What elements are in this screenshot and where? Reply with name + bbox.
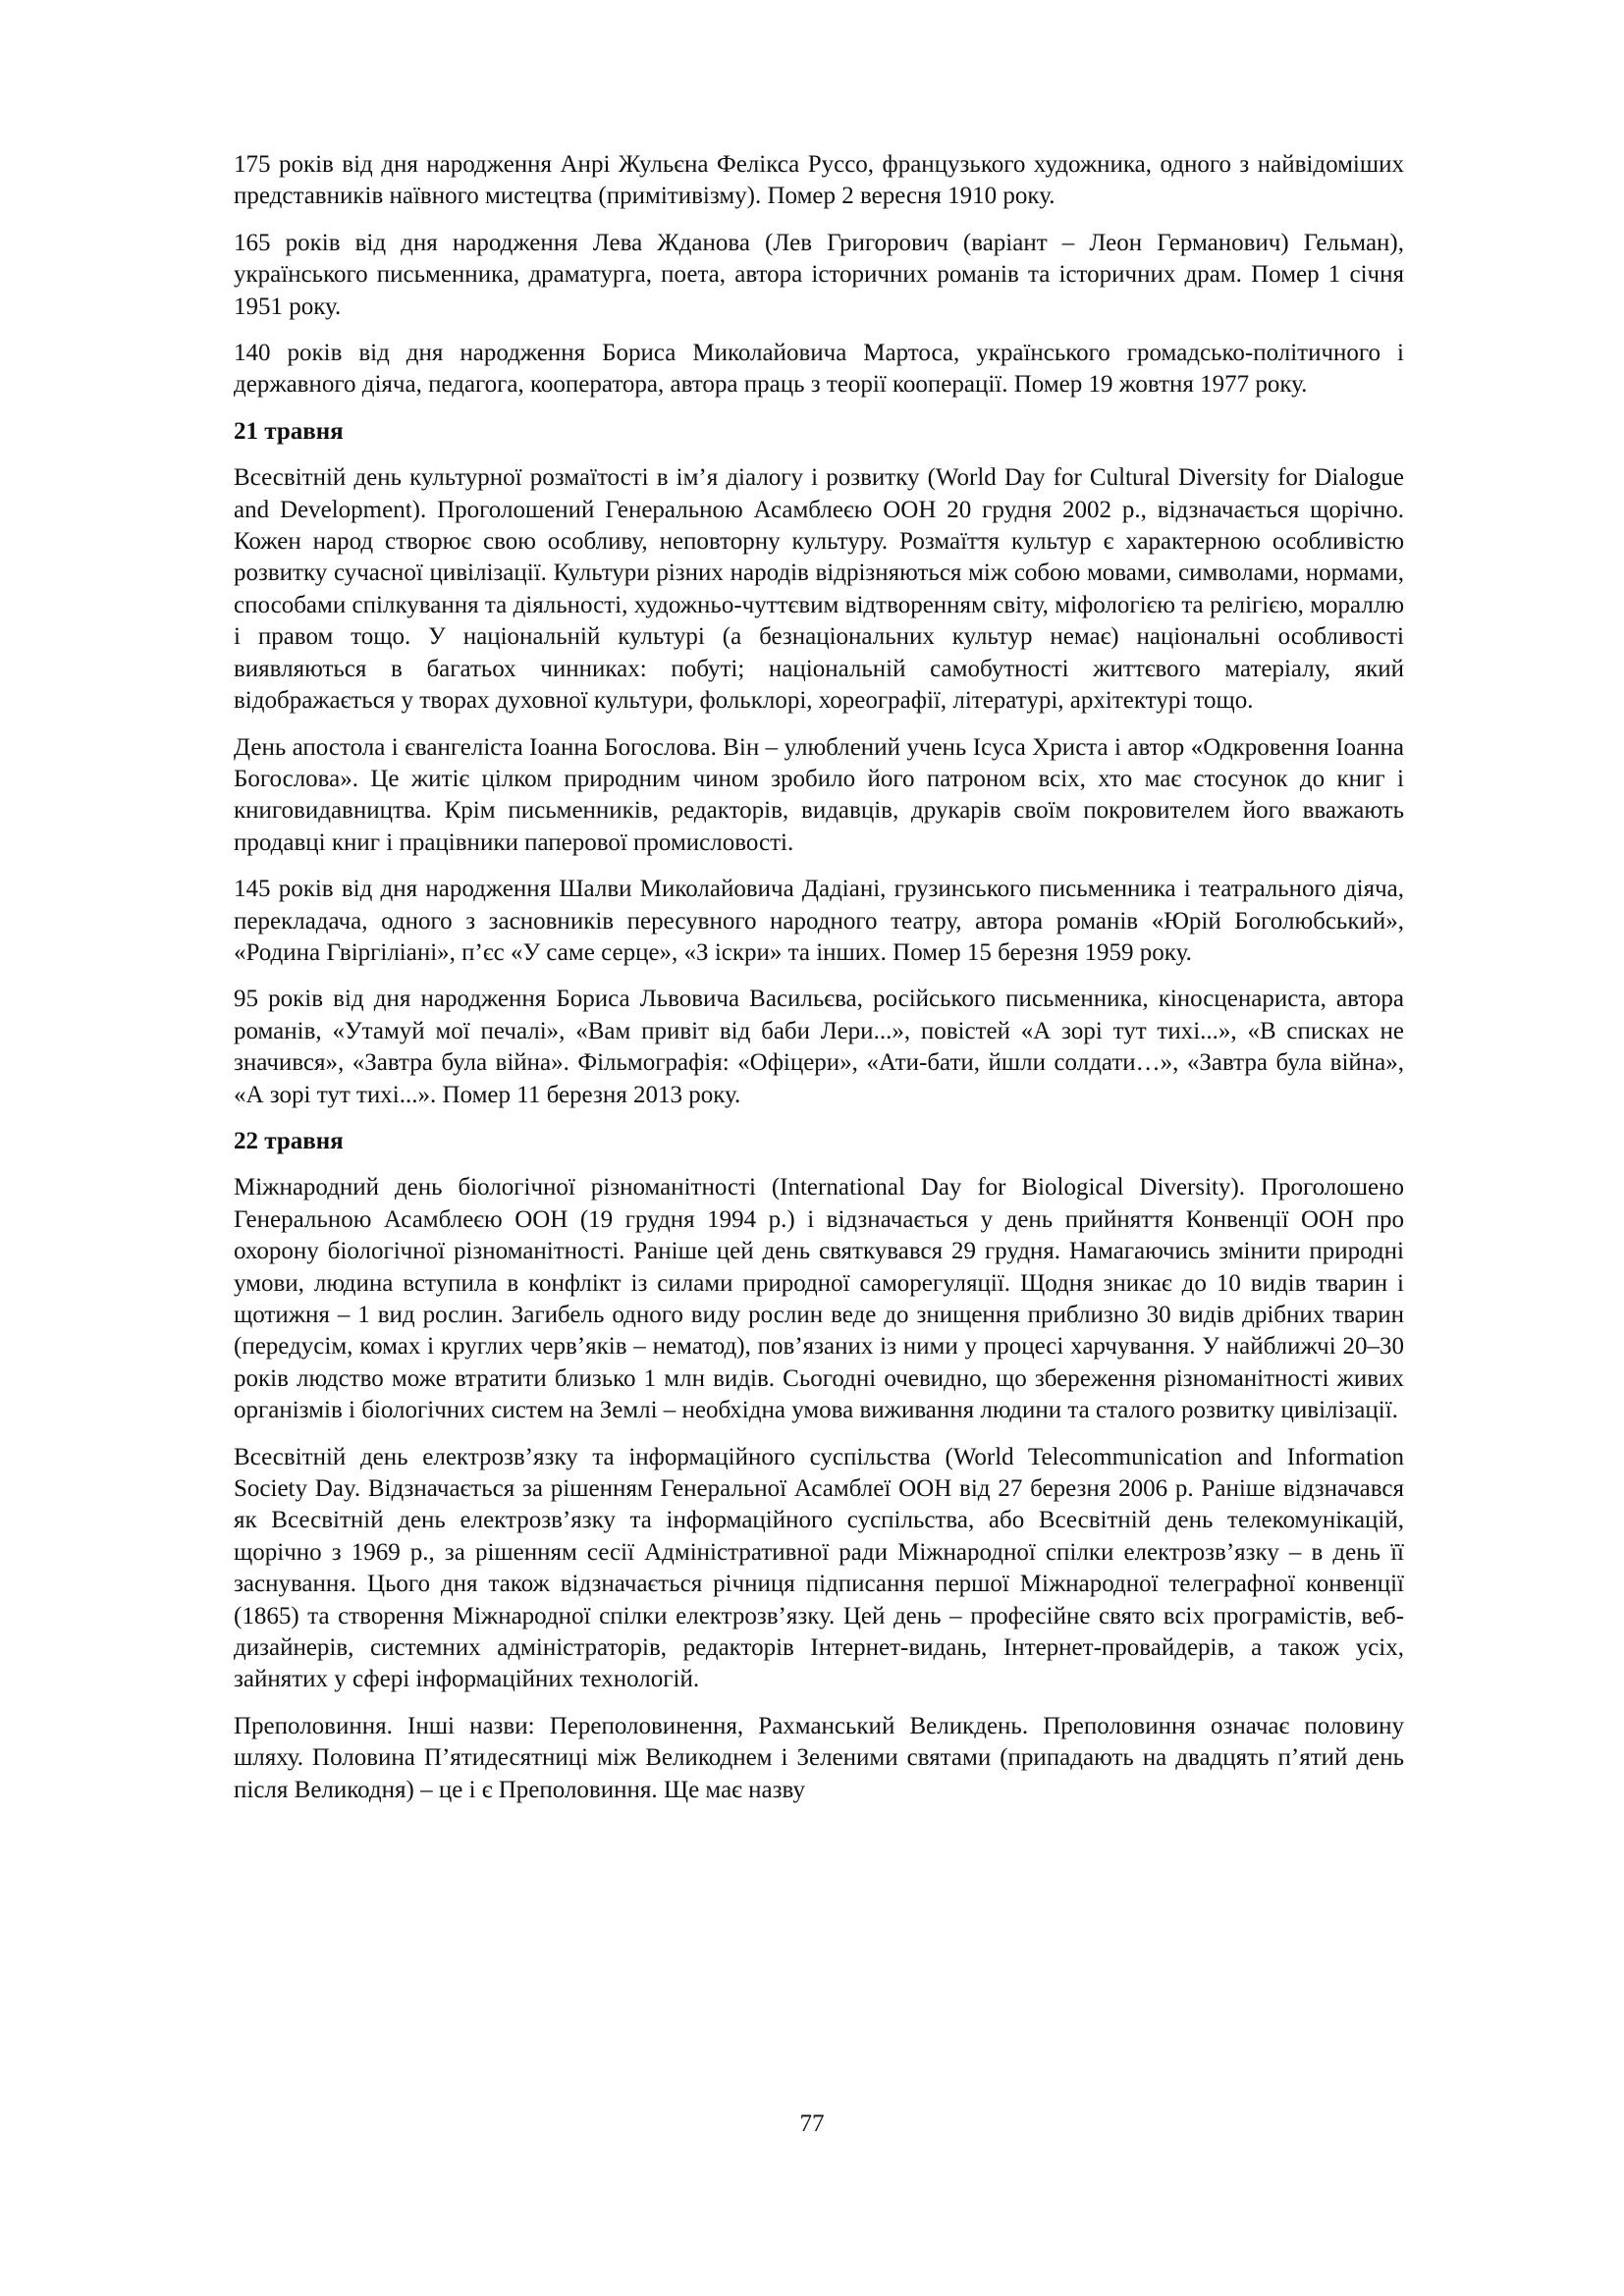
date-heading-may-22: 22 травня [234, 1127, 344, 1154]
paragraph-russo: 175 років від дня народження Анрі Жульєна Фелікса Руссо, французького художника, одного з найвідоміших представників наївного мистецтва (примітивізму). Помер 2 вересня 1910 року. [234, 151, 1404, 210]
date-heading-may-21: 21 травня [234, 417, 344, 445]
paragraph-zhdanov: 165 років від дня народження Лева Жданова (Лев Григорович (варіант – Леон Германович) Гельман), українського письменника, драматурга, поета, автора історичних романів та історичних драм. Помер 1 січня 1951 року. [234, 229, 1404, 320]
paragraph-vasilyev: 95 років від дня народження Бориса Львовича Васильєва, російського письменника, кіносценариста, автора романів, «Утамуй мої печалі», «Вам привіт від баби Лери...», повістей «А зорі тут тихі...», «В списках не значився», «Завтра була війна». Фільмографія: «Офіцери», «Ати-бати, йшли солдати…», «Завтра була війна», «А зорі тут тихі...». Помер 11 березня 2013 року. [234, 986, 1404, 1108]
paragraph-cultural-diversity-day: Всесвітній день культурної розмаїтості в ім’я діалогу і розвитку (World Day for Cultural Diversity for Dialogue and Development). Проголошений Генеральною Асамблеєю ООН 20 грудня 2002 р., відзначається щорічно. Кожен народ створює свою особливу, неповторну культуру. Розмаїття культур є характерною особливістю розвитку сучасної цивілізації. Культури різних народів відрізняються між собою мовами, символами, нормами, способами спілкування та діяльності, художньо-чуттєвим відтворенням світу, міфологією та релігією, мораллю і правом тощо. У національній культурі (а безнаціональних культур немає) національні особливості виявляються в багатьох чинниках: побуті; національній самобутності життєвого матеріалу, який відображається у творах духовної культури, фольклорі, хореографії, літературі, архітектурі тощо. [234, 464, 1404, 715]
paragraph-biological-diversity-day: Міжнародний день біологічної різноманітності (International Day for Biological Diversity). Проголошено Генеральною Асамблеєю ООН (19 грудня 1994 р.) і відзначається у день прийняття Конвенції ООН про охорону біологічної різноманітності. Раніше цей день святкувався 29 грудня. Намагаючись змінити природні умови, людина вступила в конфлікт із силами природної саморегуляції. Щодня зникає до 10 видів тварин і щотижня – 1 вид рослин. Загибель одного виду рослин веде до знищення приблизно 30 видів дрібних тварин (передусім, комах і круглих черв’яків – нематод), пов’язаних із ними у процесі харчування. У найближчі 20–30 років людство може втратити близько 1 млн видів. Сьогодні очевидно, що збереження різноманітності живих організмів і біологічних систем на Землі – необхідна умова виживання людини та сталого розвитку цивілізації. [234, 1174, 1404, 1424]
page-number: 77 [799, 2110, 825, 2137]
paragraph-john-theologian: День апостола і євангеліста Іоанна Богослова. Він – улюблений учень Ісуса Христа і автор «Одкровення Іоанна Богослова». Це житіє цілком природним чином зробило його патроном всіх, хто має стосунок до книг і книговидавництва. Крім письменників, редакторів, видавців, друкарів своїм покровителем його вважають продавці книг і працівники паперової промисловості. [234, 733, 1404, 856]
paragraph-prepolovinnya: Преполовиння. Інші назви: Переполовинення, Рахманський Великдень. Преполовиння означає половину шляху. Половина П’ятидесятниці між Великоднем і Зеленими святами (припадають на двадцять п’ятий день після Великодня) – це і є Преполовиння. Ще має назву [234, 1712, 1404, 1803]
paragraph-martos: 140 років від дня народження Бориса Миколайовича Мартоса, українського громадсько-політичного і державного діяча, педагога, кооператора, автора праць з теорії кооперації. Помер 19 жовтня 1977 року. [234, 340, 1404, 399]
paragraph-telecommunication-day: Всесвітній день електрозв’язку та інформаційного суспільства (World Telecommunication and Information Society Day. Відзначається за рішенням Генеральної Асамблеї ООН від 27 березня 2006 р. Раніше відзначався як Всесвітній день електрозв’язку та інформаційного суспільства, або Всесвітній день телекомунікацій, щорічно з 1969 р., за рішенням сесії Адміністративної ради Міжнародної спілки електрозв’язку – в день її заснування. Цього дня також відзначається річниця підписання першої Міжнародної телеграфної конвенції (1865) та створення Міжнародної спілки електрозв’язку. Цей день – професійне свято всіх програмістів, веб-дизайнерів, системних адміністраторів, редакторів Інтернет-видань, Інтернет-провайдерів, а також усіх, зайнятих у сфері інформаційних технологій. [234, 1443, 1404, 1693]
paragraph-dadiani: 145 років від дня народження Шалви Миколайовича Дадіані, грузинського письменника і театрального діяча, перекладача, одного з засновників пересувного народного театру, автора романів «Юрій Боголюбський», «Родина Гвіргіліані», п’єс «У саме серце», «З іскри» та інших. Помер 15 березня 1959 року. [234, 876, 1404, 966]
page-body [234, 149, 1404, 1821]
